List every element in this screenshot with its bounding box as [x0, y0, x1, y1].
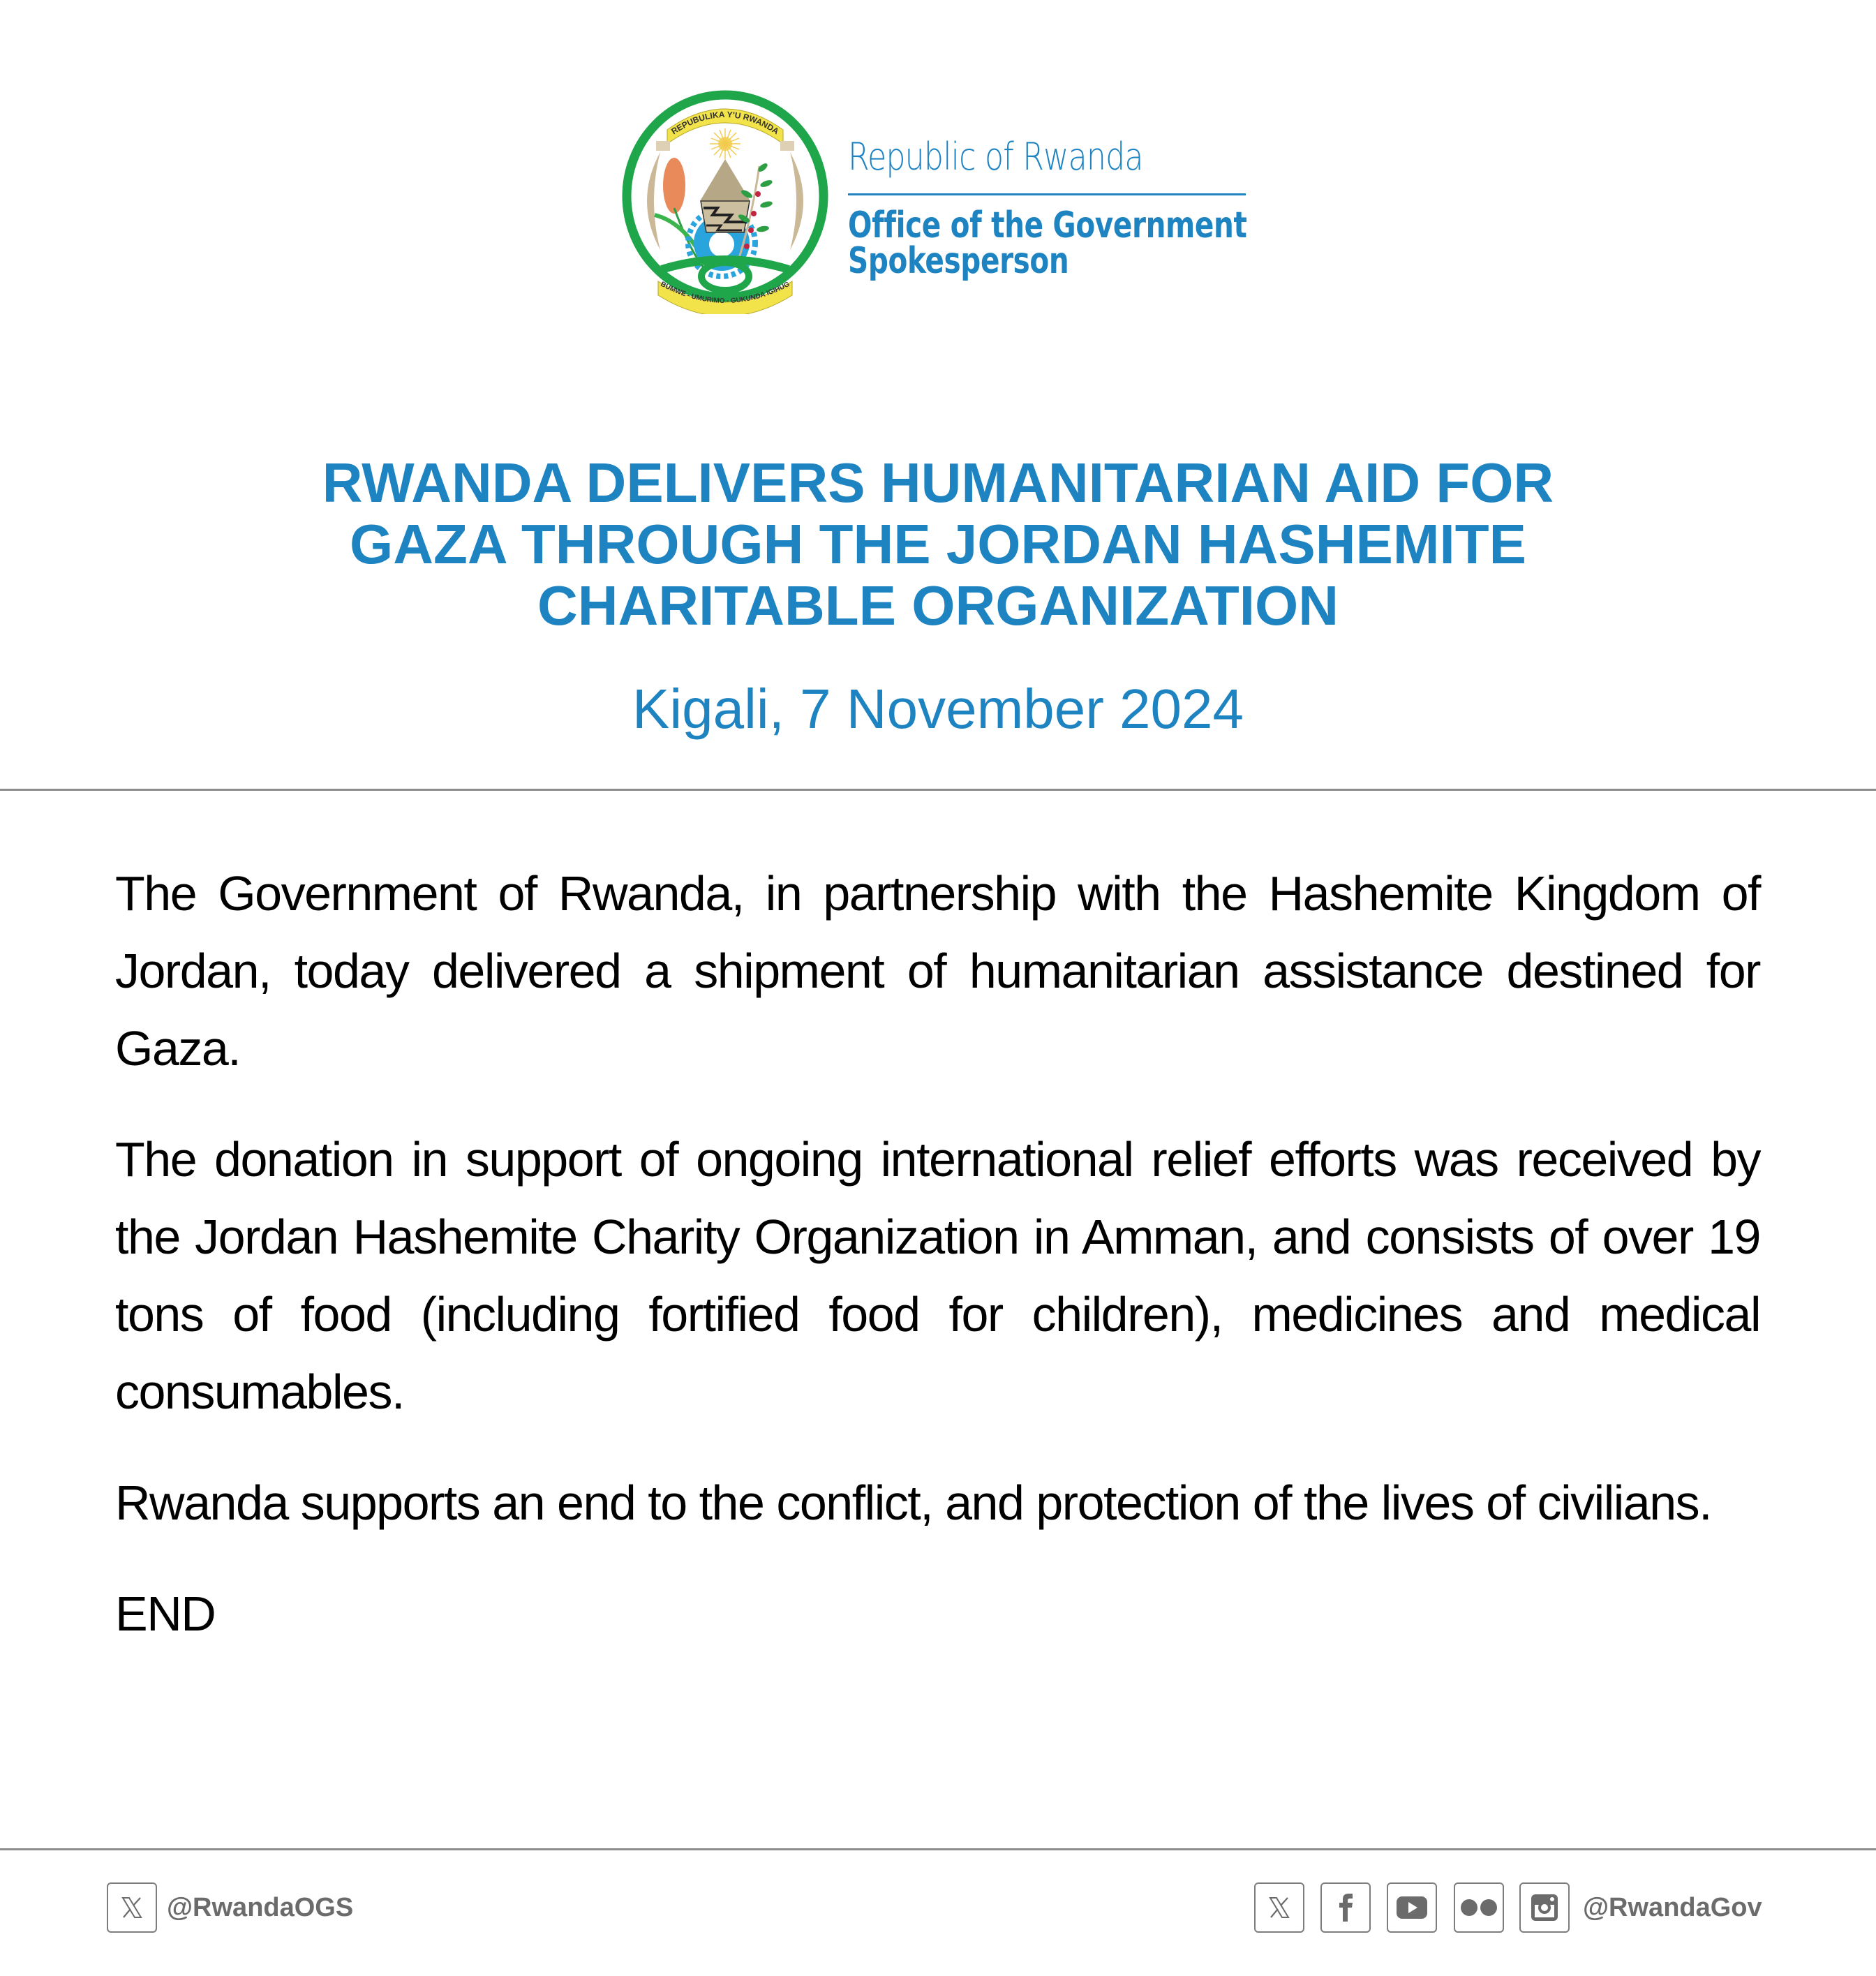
facebook-link[interactable]: [1320, 1882, 1371, 1933]
body-paragraph: Rwanda supports an end to the conflict, and protection of the lives of civilians.: [115, 1476, 1712, 1530]
x-link-ogs[interactable]: [107, 1882, 157, 1933]
flickr-icon: [1460, 1899, 1498, 1917]
rwanda-coat-of-arms-icon: [620, 89, 831, 314]
svg-text:REPUBULIKA Y'U RWANDA: REPUBULIKA Y'U RWANDA: [669, 109, 781, 137]
svg-text:UBUMWE - UMURIMO - GUKUNDA IGI: BUMWE - UMURIMO - GUKUNDA IGIHUG: [659, 280, 791, 306]
logo-divider: [848, 193, 1246, 195]
body-paragraph: The donation in support of ongoing international relief efforts was received by the Jordan Hashemite Charity Organization in Amman, and consists of over 19 tons of food (including fortified food for children), medicines and medical consumables.: [115, 1132, 1760, 1419]
header-divider: [0, 789, 1876, 791]
country-name: Republic of Rwanda: [848, 135, 1143, 179]
press-release-title: [0, 452, 1876, 637]
office-name-line-1: Office of the Government: [848, 205, 1247, 246]
x-link-gov[interactable]: [1254, 1882, 1304, 1933]
title-line: GAZA THROUGH THE JORDAN HASHEMITE: [350, 513, 1526, 575]
handle-rwandagov[interactable]: @RwandaGov: [1583, 1893, 1762, 1922]
youtube-icon: [1397, 1896, 1427, 1919]
youtube-link[interactable]: [1387, 1882, 1437, 1933]
press-release-body: [115, 855, 1760, 1686]
x-icon: [1267, 1895, 1292, 1920]
flickr-link[interactable]: [1454, 1882, 1504, 1933]
dateline: Kigali, 7 November 2024: [632, 678, 1244, 740]
x-icon: [119, 1895, 144, 1920]
rwanda-emblem: [620, 89, 831, 314]
body-paragraph: The Government of Rwanda, in partnership with the Hashemite Kingdom of Jordan, today delivered a shipment of humanitarian assistance destined for Gaza.: [115, 866, 1760, 1076]
title-line: CHARITABLE ORGANIZATION: [537, 574, 1339, 637]
end-marker: END: [115, 1587, 216, 1641]
footer-divider: [0, 1848, 1876, 1850]
instagram-link[interactable]: [1519, 1882, 1570, 1933]
facebook-icon: [1333, 1892, 1358, 1923]
title-line: RWANDA DELIVERS HUMANITARIAN AID FOR: [322, 452, 1554, 514]
handle-rwandaogs[interactable]: @RwandaOGS: [167, 1893, 354, 1922]
office-name-line-2: Spokesperson: [848, 240, 1069, 282]
instagram-icon: [1531, 1894, 1558, 1922]
